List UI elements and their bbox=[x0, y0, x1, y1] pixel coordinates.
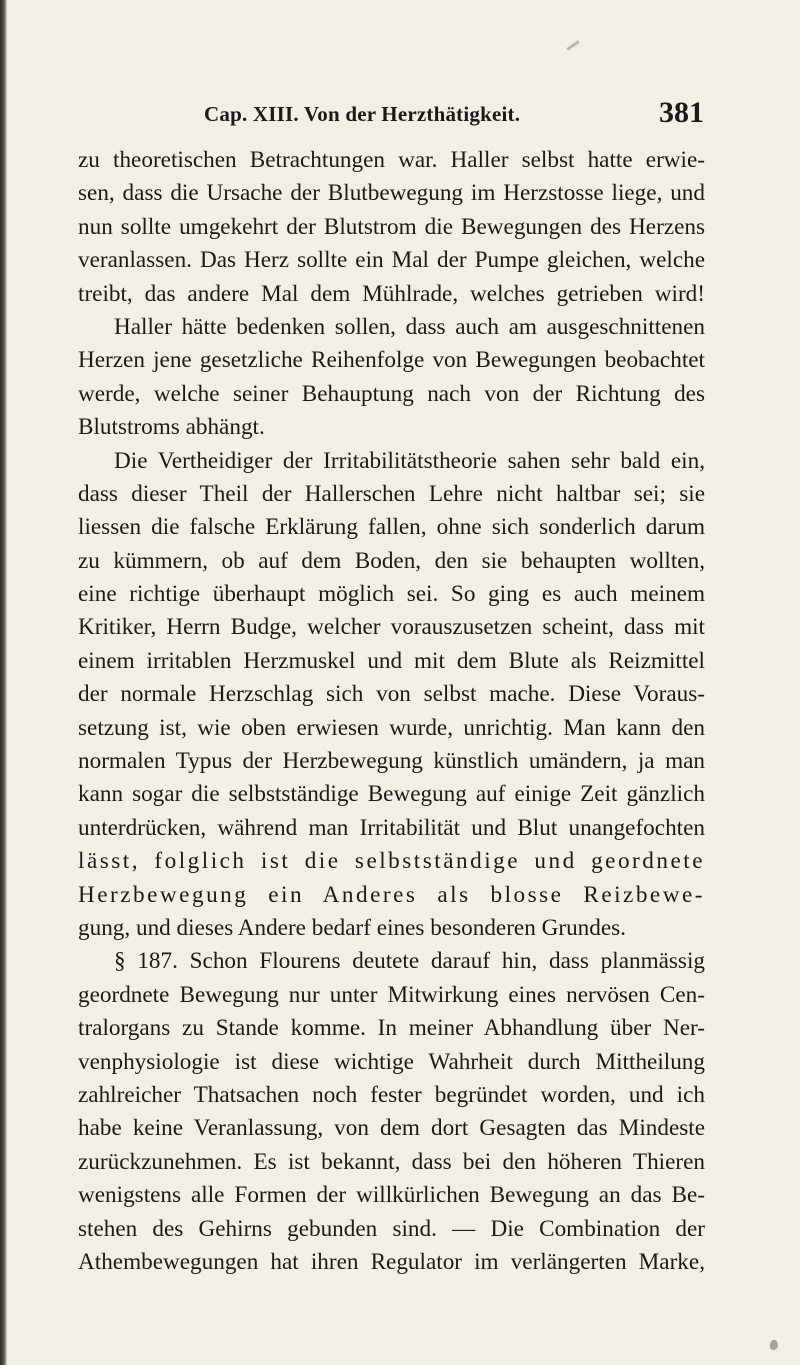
paper-speck bbox=[566, 40, 579, 50]
text-line: setzung ist, wie oben erwiesen wurde, unrichtig. Man kann den bbox=[78, 714, 705, 741]
page-binding-edge bbox=[0, 0, 7, 1365]
text-line: zu theoretischen Betrachtungen war. Haller selbst hatte erwie- bbox=[78, 147, 705, 173]
page-body-text bbox=[78, 144, 705, 1279]
text-line: zahlreicher Thatsachen noch fester begründet worden, und ich bbox=[78, 1081, 705, 1108]
text-line-paragraph-end: gung, und dieses Andere bedarf eines besonderen Grundes. bbox=[78, 914, 626, 941]
text-line: normalen Typus der Herzbewegung künstlich umändern, ja man bbox=[78, 748, 705, 775]
text-line: Herzen jene gesetzliche Reihenfolge von Bewegungen beobachtet bbox=[78, 347, 705, 374]
text-line-emphasis: lässt, folglich ist die selbstständige und geordnete bbox=[78, 848, 705, 875]
text-line: nun sollte umgekehrt der Blutstrom die Bewegungen des Herzens bbox=[78, 213, 705, 240]
text-line: dass dieser Theil der Hallerschen Lehre nicht haltbar sei; sie bbox=[78, 480, 705, 507]
page-number: 381 bbox=[659, 96, 704, 129]
text-line: liessen die falsche Erklärung fallen, ohne sich sonderlich darum bbox=[78, 514, 705, 541]
text-line: geordnete Bewegung nur unter Mitwirkung eines nervösen Cen- bbox=[78, 981, 705, 1008]
paper-blemish bbox=[769, 1339, 780, 1351]
text-line: einem irritablen Herzmuskel und mit dem Blute als Reizmittel bbox=[78, 647, 705, 674]
section-187-start: § 187. Schon Flourens deutete darauf hin, dass planmässig bbox=[114, 948, 705, 975]
text-line: werde, welche seiner Behauptung nach von der Richtung des bbox=[78, 380, 705, 407]
text-line: treibt, das andere Mal dem Mühlrade, welches getrieben wird! bbox=[78, 280, 705, 307]
text-line: habe keine Veranlassung, von dem dort Gesagten das Mindeste bbox=[78, 1115, 705, 1142]
text-line: venphysiologie ist diese wichtige Wahrheit durch Mittheilung bbox=[78, 1048, 705, 1075]
text-line-paragraph-start: Haller hätte bedenken sollen, dass auch am ausgeschnittenen bbox=[114, 313, 705, 340]
text-line: der normale Herzschlag sich von selbst mache. Diese Voraus- bbox=[78, 681, 705, 708]
text-line: zu kümmern, ob auf dem Boden, den sie behaupten wollten, bbox=[78, 547, 705, 574]
text-line: wenigstens alle Formen der willkürlichen Bewegung an das Be- bbox=[78, 1182, 705, 1209]
text-line: Athembewegungen hat ihren Regulator im verlängerten Marke, bbox=[78, 1248, 705, 1275]
text-line: kann sogar die selbstständige Bewegung auf einige Zeit gänzlich bbox=[78, 781, 705, 808]
text-line-paragraph-start: Die Vertheidiger der Irritabilitätstheorie sahen sehr bald ein, bbox=[114, 447, 705, 474]
text-line-paragraph-end: Blutstroms abhängt. bbox=[78, 414, 265, 441]
text-line: tralorgans zu Stande komme. In meiner Abhandlung über Ner- bbox=[78, 1015, 705, 1042]
text-line: Kritiker, Herrn Budge, welcher vorauszusetzen scheint, dass mit bbox=[78, 614, 705, 641]
text-line: eine richtige überhaupt möglich sei. So ging es auch meinem bbox=[78, 581, 705, 608]
running-head: Cap. XIII. Von der Herzthätigkeit. bbox=[204, 102, 521, 126]
text-line-emphasis: Herzbewegung ein Anderes als blosse Reizbewe- bbox=[78, 881, 705, 908]
text-line: sen, dass die Ursache der Blutbewegung im Herzstosse liege, und bbox=[78, 180, 705, 207]
text-line: zurückzunehmen. Es ist bekannt, dass bei den höheren Thieren bbox=[78, 1148, 705, 1175]
text-line: veranlassen. Das Herz sollte ein Mal der Pumpe gleichen, welche bbox=[78, 247, 705, 274]
text-line: stehen des Gehirns gebunden sind. — Die Combination der bbox=[78, 1215, 705, 1242]
text-line: unterdrücken, während man Irritabilität und Blut unangefochten bbox=[78, 814, 705, 841]
page-header bbox=[204, 96, 704, 132]
